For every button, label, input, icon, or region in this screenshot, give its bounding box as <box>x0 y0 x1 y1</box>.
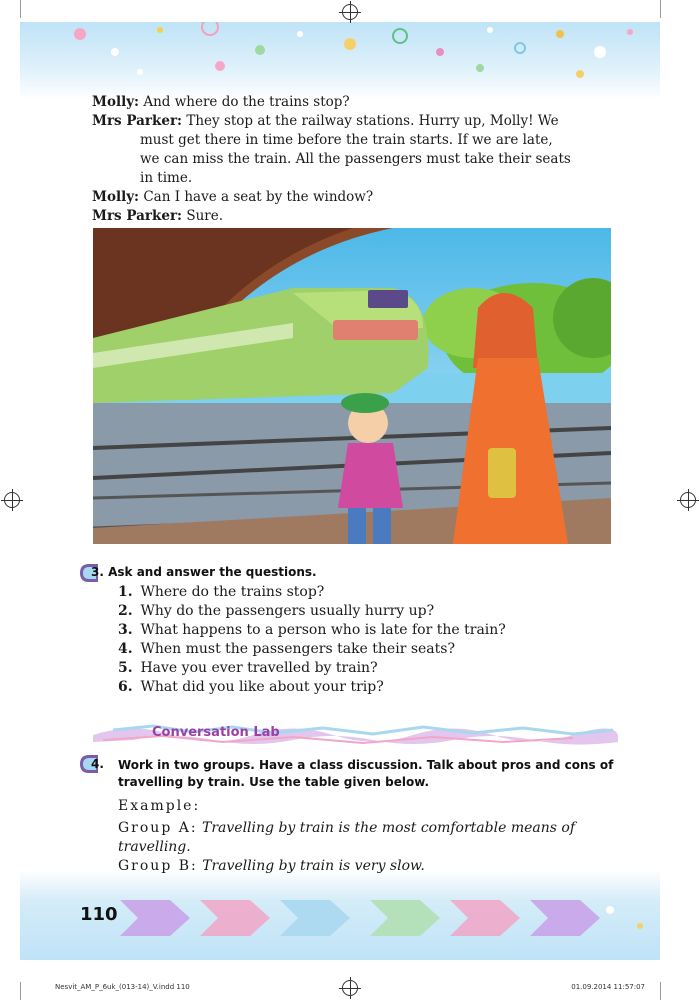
crop-mark <box>20 982 21 1000</box>
speaker: Molly: <box>92 189 140 205</box>
dialogue-line <box>92 207 612 226</box>
question-list <box>118 583 506 697</box>
speaker: Mrs Parker: <box>92 113 183 129</box>
registration-mark-icon <box>4 492 20 508</box>
crop-mark <box>660 0 661 18</box>
question-text: What did you like about your trip? <box>140 679 384 695</box>
question-text: Why do the passengers usually hurry up? <box>140 603 435 619</box>
instruction-line: Work in two groups. Have a class discussion. Talk about pros and cons of <box>118 758 614 772</box>
registration-mark-icon <box>342 980 358 996</box>
crop-mark <box>660 982 661 1000</box>
question-number: 1. <box>118 584 133 600</box>
registration-mark-icon <box>342 4 358 20</box>
group-a-line <box>118 819 618 838</box>
task-3-title: Ask and answer the questions. <box>108 565 317 579</box>
line-text: we can miss the train. All the passengers must take their seats <box>140 151 571 167</box>
line-text: And where do the trains stop? <box>139 94 350 110</box>
question-number: 2. <box>118 603 133 619</box>
list-item <box>118 678 506 697</box>
instruction-line: travelling by train. Use the table given below. <box>118 775 430 789</box>
question-number: 4. <box>118 641 133 657</box>
question-number: 5. <box>118 660 133 676</box>
dialogue-line <box>92 112 612 131</box>
question-text: Have you ever travelled by train? <box>140 660 378 676</box>
speaker: Mrs Parker: <box>92 208 183 224</box>
list-item <box>118 640 506 659</box>
crop-mark <box>20 0 21 18</box>
group-a-line-2 <box>118 838 618 857</box>
dialogue-line <box>92 188 612 207</box>
line-text: They stop at the railway stations. Hurry up, Molly! We <box>182 113 559 129</box>
speaker: Molly: <box>92 94 140 110</box>
dialogue-line <box>92 93 612 112</box>
question-number: 3. <box>118 622 133 638</box>
line-text: must get there in time before the train starts. If we are late, <box>140 132 553 148</box>
dialogue-text <box>92 93 612 226</box>
line-text: Can I have a seat by the window? <box>139 189 374 205</box>
example-block <box>118 797 618 876</box>
group-a-label: Group A: <box>118 820 198 836</box>
page-number: 110 <box>80 904 118 925</box>
task-3-heading <box>91 565 317 579</box>
dialogue-line <box>92 150 612 169</box>
question-text: What happens to a person who is late for the train? <box>140 622 506 638</box>
group-a-text-continued: travelling. <box>118 839 191 855</box>
question-text: When must the passengers take their seats? <box>140 641 455 657</box>
group-a-text: Travelling by train is the most comfortable means of <box>197 820 575 836</box>
question-number: 6. <box>118 679 133 695</box>
footer-datetime: 01.09.2014 11:57:07 <box>571 983 645 991</box>
task-4-number: 4. <box>91 757 104 771</box>
list-item <box>118 602 506 621</box>
task-4-instruction <box>118 757 618 791</box>
group-b-label: Group B: <box>118 858 198 874</box>
conversation-lab-title: Conversation Lab <box>152 725 280 740</box>
registration-mark-icon <box>680 492 696 508</box>
example-label: Example: <box>118 798 201 814</box>
list-item <box>118 659 506 678</box>
group-b-line <box>118 857 618 876</box>
train-station-illustration <box>93 228 611 544</box>
top-decorative-band <box>20 22 660 100</box>
list-item <box>118 583 506 602</box>
dialogue-line <box>92 131 612 150</box>
dialogue-line <box>92 169 612 188</box>
bubbles-decoration <box>20 22 660 100</box>
line-text: in time. <box>140 170 193 186</box>
list-item <box>118 621 506 640</box>
group-b-text: Travelling by train is very slow. <box>197 858 425 874</box>
task-3-number: 3. <box>91 565 104 579</box>
line-text: Sure. <box>182 208 224 224</box>
question-text: Where do the trains stop? <box>140 584 325 600</box>
footer-file-name: Nesvit_AM_P_6uk_(013-14)_V.indd 110 <box>55 983 190 991</box>
